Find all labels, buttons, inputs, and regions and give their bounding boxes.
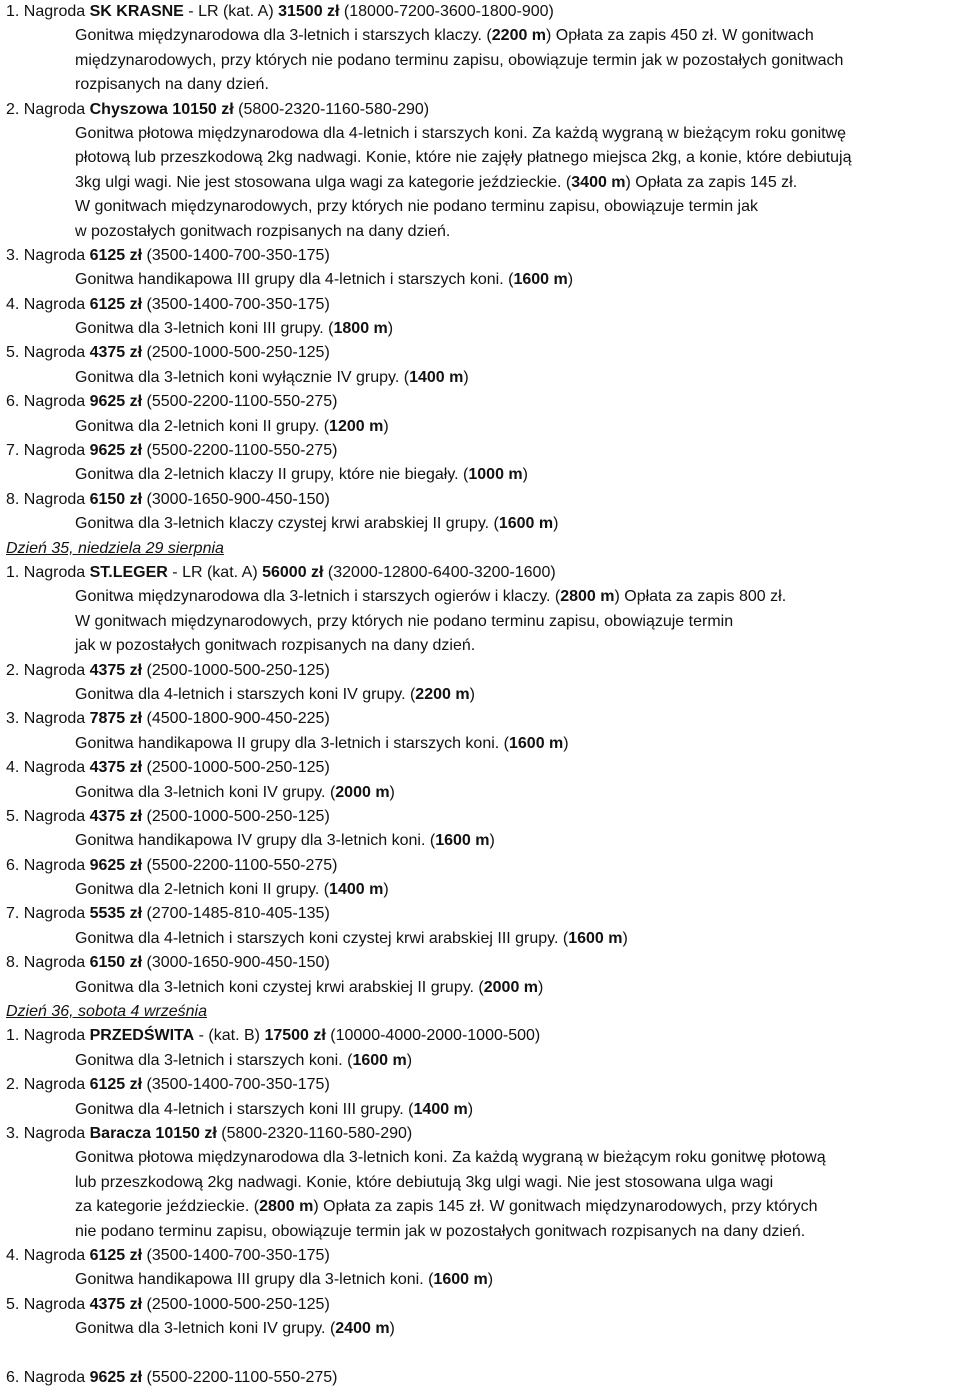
text: Gonitwa dla 2-letnich klaczy II grupy, które nie biegały. ( bbox=[75, 466, 469, 484]
race-description-line bbox=[6, 585, 956, 609]
bold-text: Baracza 10150 zł bbox=[89, 1124, 217, 1142]
bold-text: 9625 zł bbox=[89, 856, 143, 874]
bold-text: 6125 zł bbox=[89, 1246, 143, 1264]
text: 4. Nagroda bbox=[6, 759, 90, 777]
text: 2. Nagroda bbox=[6, 100, 90, 118]
bold-text: 2000 m bbox=[483, 978, 539, 996]
text: (2500-1000-500-250-125) bbox=[142, 1295, 330, 1313]
race-description-line bbox=[6, 1268, 956, 1292]
race-description-line bbox=[6, 781, 956, 805]
text: 3kg ulgi wagi. Nie jest stosowana ulga wagi za kategorie jeździeckie. ( bbox=[75, 173, 572, 191]
race-description-line bbox=[6, 610, 956, 634]
text: (2500-1000-500-250-125) bbox=[142, 807, 330, 825]
text: 8. Nagroda bbox=[6, 954, 90, 972]
text: płotową lub przeszkodową 2kg nadwagi. Konie, które nie zajęły płatnego miejsca 2kg, a konie, które debiutują bbox=[75, 149, 852, 167]
race-description-line bbox=[6, 24, 956, 48]
bold-text: 6125 zł bbox=[89, 1076, 143, 1094]
bold-text: 2000 m bbox=[335, 783, 390, 801]
bold-text: Chyszowa 10150 zł bbox=[89, 100, 234, 118]
bold-text: 2800 m bbox=[560, 588, 615, 606]
text: ) bbox=[383, 417, 389, 435]
text: rozpisanych na dany dzień. bbox=[75, 76, 269, 94]
race-prize-line bbox=[6, 561, 956, 585]
race-description-line bbox=[6, 683, 956, 707]
race-prize-line bbox=[6, 293, 956, 317]
race-description-line bbox=[6, 171, 956, 195]
race-prize-line bbox=[6, 756, 956, 780]
text: ) bbox=[487, 1271, 494, 1289]
race-prize-line bbox=[6, 439, 956, 463]
race-description-line bbox=[6, 1317, 956, 1341]
text: Gonitwa dla 3-letnich koni czystej krwi arabskiej II grupy. ( bbox=[75, 978, 484, 996]
text: (32000-12800-6400-3200-1600) bbox=[323, 563, 556, 581]
text: ) Opłata za zapis 800 zł. bbox=[614, 588, 787, 606]
race-prize-line bbox=[6, 98, 956, 122]
bold-text: 2200 m bbox=[491, 27, 547, 45]
text: Dzień 35, niedziela 29 sierpnia bbox=[6, 539, 224, 557]
text: ) bbox=[463, 368, 469, 386]
race-description-line bbox=[6, 1146, 956, 1170]
race-description-line bbox=[6, 73, 956, 97]
text: Gonitwa dla 4-letnich i starszych koni IV grupy. ( bbox=[75, 685, 416, 703]
text: 5. Nagroda bbox=[6, 807, 90, 825]
text: (2500-1000-500-250-125) bbox=[142, 344, 330, 362]
bold-text: 4375 zł bbox=[89, 759, 143, 777]
bold-text: 2400 m bbox=[335, 1320, 390, 1338]
race-description-line bbox=[6, 1098, 956, 1122]
text: międzynarodowych, przy których nie podano terminu zapisu, obowiązuje termin jak w pozostałych gonitwach bbox=[75, 51, 844, 69]
bold-text: 4375 zł bbox=[89, 344, 143, 362]
text: Gonitwa międzynarodowa dla 3-letnich i starszych klaczy. ( bbox=[75, 27, 492, 45]
text: Gonitwa płotowa międzynarodowa dla 4-letnich i starszych koni. Za każdą wygraną w bieżącym roku gonitwę bbox=[75, 124, 847, 142]
bold-text: 5535 zł bbox=[89, 905, 143, 923]
text: (5500-2200-1100-550-275) bbox=[142, 393, 338, 411]
race-prize-line bbox=[6, 488, 956, 512]
text: (5500-2200-1100-550-275) bbox=[142, 856, 338, 874]
text: Gonitwa płotowa międzynarodowa dla 3-letnich koni. Za każdą wygraną w bieżącym roku gonitwę płotową bbox=[75, 1149, 826, 1167]
race-description-line bbox=[6, 49, 956, 73]
race-description-line bbox=[6, 268, 956, 292]
text: (3000-1650-900-450-150) bbox=[142, 490, 330, 508]
text: Gonitwa międzynarodowa dla 3-letnich i starszych ogierów i klaczy. ( bbox=[75, 588, 561, 606]
text: ) bbox=[406, 1051, 413, 1069]
text: ) bbox=[522, 466, 528, 484]
text: ) bbox=[489, 832, 495, 850]
bold-text: 1600 m bbox=[509, 734, 564, 752]
text: ) bbox=[538, 978, 544, 996]
text: 4. Nagroda bbox=[6, 1246, 90, 1264]
text: 7. Nagroda bbox=[6, 442, 90, 460]
race-description-line bbox=[6, 976, 956, 1000]
race-prize-line bbox=[6, 1293, 956, 1317]
bold-text: 6150 zł bbox=[89, 490, 143, 508]
bold-text: 1600 m bbox=[498, 515, 554, 533]
bold-text: 1600 m bbox=[568, 929, 623, 947]
bold-text: 1400 m bbox=[329, 881, 384, 899]
spacer bbox=[6, 1341, 956, 1365]
race-prize-line bbox=[6, 1122, 956, 1146]
bold-text: SK KRASNE bbox=[89, 3, 184, 20]
bold-text: 1000 m bbox=[468, 466, 523, 484]
text: 3. Nagroda bbox=[6, 710, 90, 728]
bold-text: 2200 m bbox=[415, 685, 470, 703]
text: (5500-2200-1100-550-275) bbox=[142, 1368, 338, 1386]
text: Gonitwa handikapowa II grupy dla 3-letnich i starszych koni. ( bbox=[75, 734, 509, 752]
bold-text: 1600 m bbox=[433, 1271, 488, 1289]
text: Gonitwa handikapowa IV grupy dla 3-letnich koni. ( bbox=[75, 832, 436, 850]
bold-text: 6150 zł bbox=[89, 954, 143, 972]
text: W gonitwach międzynarodowych, przy których nie podano terminu zapisu, obowiązuje termin bbox=[75, 612, 734, 630]
text: (10000-4000-2000-1000-500) bbox=[325, 1027, 541, 1045]
bold-text: 9625 zł bbox=[89, 442, 143, 460]
bold-text: 4375 zł bbox=[89, 1295, 143, 1313]
bold-text: 1200 m bbox=[329, 417, 384, 435]
text: 5. Nagroda bbox=[6, 1295, 90, 1313]
bold-text: 17500 zł bbox=[264, 1027, 326, 1045]
text: ) bbox=[387, 320, 394, 338]
text: za kategorie jeździeckie. ( bbox=[75, 1198, 260, 1216]
text: (3500-1400-700-350-175) bbox=[142, 295, 330, 313]
text: (3500-1400-700-350-175) bbox=[142, 1246, 330, 1264]
race-description-line bbox=[6, 927, 956, 951]
text: (2500-1000-500-250-125) bbox=[142, 661, 330, 679]
race-description-line bbox=[6, 1171, 956, 1195]
day-heading bbox=[6, 1000, 956, 1024]
race-description-line bbox=[6, 146, 956, 170]
text: Gonitwa dla 4-letnich i starszych koni czystej krwi arabskiej III grupy. ( bbox=[75, 929, 569, 947]
text: (2700-1485-810-405-135) bbox=[142, 905, 330, 923]
race-schedule-document bbox=[6, 0, 956, 1390]
race-prize-line bbox=[6, 805, 956, 829]
race-description-line bbox=[6, 512, 956, 536]
text: ) bbox=[563, 734, 569, 752]
text: Gonitwa dla 3-letnich koni IV grupy. ( bbox=[75, 783, 336, 801]
text: 1. Nagroda bbox=[6, 3, 90, 20]
bold-text: 1600 m bbox=[513, 271, 568, 289]
text: 1. Nagroda bbox=[6, 563, 90, 581]
text: W gonitwach międzynarodowych, przy których nie podano terminu zapisu, obowiązuje termin jak bbox=[75, 198, 758, 216]
bold-text: 1600 m bbox=[352, 1051, 407, 1069]
race-prize-line bbox=[6, 390, 956, 414]
bold-text: ST.LEGER bbox=[89, 563, 168, 581]
race-description-line bbox=[6, 122, 956, 146]
text: ) Opłata za zapis 145 zł. W gonitwach międzynarodowych, przy których bbox=[313, 1198, 818, 1216]
text: ) Opłata za zapis 450 zł. W gonitwach bbox=[546, 27, 814, 45]
text: ) bbox=[467, 1100, 474, 1118]
text: 5. Nagroda bbox=[6, 344, 90, 362]
bold-text: 9625 zł bbox=[89, 1368, 143, 1386]
text: 2. Nagroda bbox=[6, 1076, 90, 1094]
race-description-line bbox=[6, 220, 956, 244]
text: ) bbox=[389, 783, 395, 801]
text: Dzień 36, sobota 4 września bbox=[6, 1003, 207, 1021]
race-description-line bbox=[6, 317, 956, 341]
text: (5800-2320-1160-580-290) bbox=[216, 1124, 413, 1142]
text: 3. Nagroda bbox=[6, 246, 90, 264]
text: 8. Nagroda bbox=[6, 490, 90, 508]
text: 7. Nagroda bbox=[6, 905, 90, 923]
text: Gonitwa dla 3-letnich koni III grupy. ( bbox=[75, 320, 334, 338]
text: ) bbox=[553, 515, 559, 533]
bold-text: PRZEDŚWITA bbox=[89, 1027, 195, 1045]
text: nie podano terminu zapisu, obowiązuje termin jak w pozostałych gonitwach rozpisanych na dany dzień. bbox=[75, 1222, 806, 1240]
text: Gonitwa handikapowa III grupy dla 4-letnich i starszych koni. ( bbox=[75, 271, 514, 289]
text: (3500-1400-700-350-175) bbox=[142, 246, 330, 264]
race-description-line bbox=[6, 195, 956, 219]
bold-text: 4375 zł bbox=[89, 807, 143, 825]
bold-text: 6125 zł bbox=[89, 246, 143, 264]
race-prize-line bbox=[6, 341, 956, 365]
race-description-line bbox=[6, 1195, 956, 1219]
text: (4500-1800-900-450-225) bbox=[142, 710, 330, 728]
text: (3000-1650-900-450-150) bbox=[142, 954, 330, 972]
text: Gonitwa dla 4-letnich i starszych koni III grupy. ( bbox=[75, 1100, 414, 1118]
race-description-line bbox=[6, 415, 956, 439]
text: - LR (kat. A) bbox=[167, 563, 263, 581]
text: 6. Nagroda bbox=[6, 1368, 90, 1386]
bold-text: 1800 m bbox=[333, 320, 388, 338]
bold-text: 1600 m bbox=[435, 832, 490, 850]
bold-text: 1400 m bbox=[409, 368, 464, 386]
race-description-line bbox=[6, 366, 956, 390]
bold-text: 1400 m bbox=[413, 1100, 468, 1118]
race-prize-line bbox=[6, 1073, 956, 1097]
race-description-line bbox=[6, 1049, 956, 1073]
text: (5500-2200-1100-550-275) bbox=[142, 442, 338, 460]
race-prize-line bbox=[6, 244, 956, 268]
bold-text: 6125 zł bbox=[89, 295, 143, 313]
race-prize-line bbox=[6, 1024, 956, 1048]
text: 6. Nagroda bbox=[6, 393, 90, 411]
text: Gonitwa handikapowa III grupy dla 3-letnich koni. ( bbox=[75, 1271, 434, 1289]
race-description-line bbox=[6, 732, 956, 756]
text: (2500-1000-500-250-125) bbox=[142, 759, 330, 777]
race-prize-line bbox=[6, 707, 956, 731]
bold-text: 31500 zł bbox=[278, 3, 340, 20]
text: Gonitwa dla 3-letnich koni wyłącznie IV grupy. ( bbox=[75, 368, 410, 386]
text: 3. Nagroda bbox=[6, 1124, 90, 1142]
text: Gonitwa dla 3-letnich i starszych koni. ( bbox=[75, 1051, 353, 1069]
text: (5800-2320-1160-580-290) bbox=[233, 100, 430, 118]
text: 1. Nagroda bbox=[6, 1027, 90, 1045]
bold-text: 56000 zł bbox=[262, 563, 324, 581]
text: Gonitwa dla 3-letnich koni IV grupy. ( bbox=[75, 1320, 336, 1338]
text: Gonitwa dla 2-letnich koni II grupy. ( bbox=[75, 417, 330, 435]
race-description-line bbox=[6, 634, 956, 658]
race-description-line bbox=[6, 463, 956, 487]
text: 2. Nagroda bbox=[6, 661, 90, 679]
race-description-line bbox=[6, 829, 956, 853]
day-heading bbox=[6, 537, 956, 561]
race-prize-line bbox=[6, 1244, 956, 1268]
race-description-line bbox=[6, 1220, 956, 1244]
text: ) bbox=[622, 929, 628, 947]
race-prize-line bbox=[6, 902, 956, 926]
text: jak w pozostałych gonitwach rozpisanych na dany dzień. bbox=[75, 637, 476, 655]
text: 4. Nagroda bbox=[6, 295, 90, 313]
text: ) bbox=[567, 271, 574, 289]
text: - LR (kat. A) bbox=[183, 3, 279, 20]
text: ) Opłata za zapis 145 zł. bbox=[625, 173, 798, 191]
text: Gonitwa dla 2-letnich koni II grupy. ( bbox=[75, 881, 330, 899]
race-prize-line bbox=[6, 854, 956, 878]
text: ) bbox=[389, 1320, 395, 1338]
bold-text: 2800 m bbox=[259, 1198, 314, 1216]
race-prize-line bbox=[6, 1366, 956, 1390]
bold-text: 4375 zł bbox=[89, 661, 143, 679]
text: ) bbox=[469, 685, 475, 703]
bold-text: 3400 m bbox=[571, 173, 626, 191]
text: ) bbox=[383, 881, 389, 899]
race-description-line bbox=[6, 878, 956, 902]
bold-text: 7875 zł bbox=[89, 710, 143, 728]
text: w pozostałych gonitwach rozpisanych na dany dzień. bbox=[75, 222, 451, 240]
text: 6. Nagroda bbox=[6, 856, 90, 874]
race-prize-line bbox=[6, 951, 956, 975]
text: - (kat. B) bbox=[194, 1027, 265, 1045]
race-prize-line bbox=[6, 659, 956, 683]
text: (18000-7200-3600-1800-900) bbox=[339, 3, 554, 20]
text: Gonitwa dla 3-letnich klaczy czystej krwi arabskiej II grupy. ( bbox=[75, 515, 499, 533]
bold-text: 9625 zł bbox=[89, 393, 143, 411]
race-prize-line bbox=[6, 0, 956, 24]
text: lub przeszkodową 2kg nadwagi. Konie, które debiutują 3kg ulgi wagi. Nie jest stosowana ulga wagi bbox=[75, 1173, 774, 1191]
text: (3500-1400-700-350-175) bbox=[142, 1076, 330, 1094]
